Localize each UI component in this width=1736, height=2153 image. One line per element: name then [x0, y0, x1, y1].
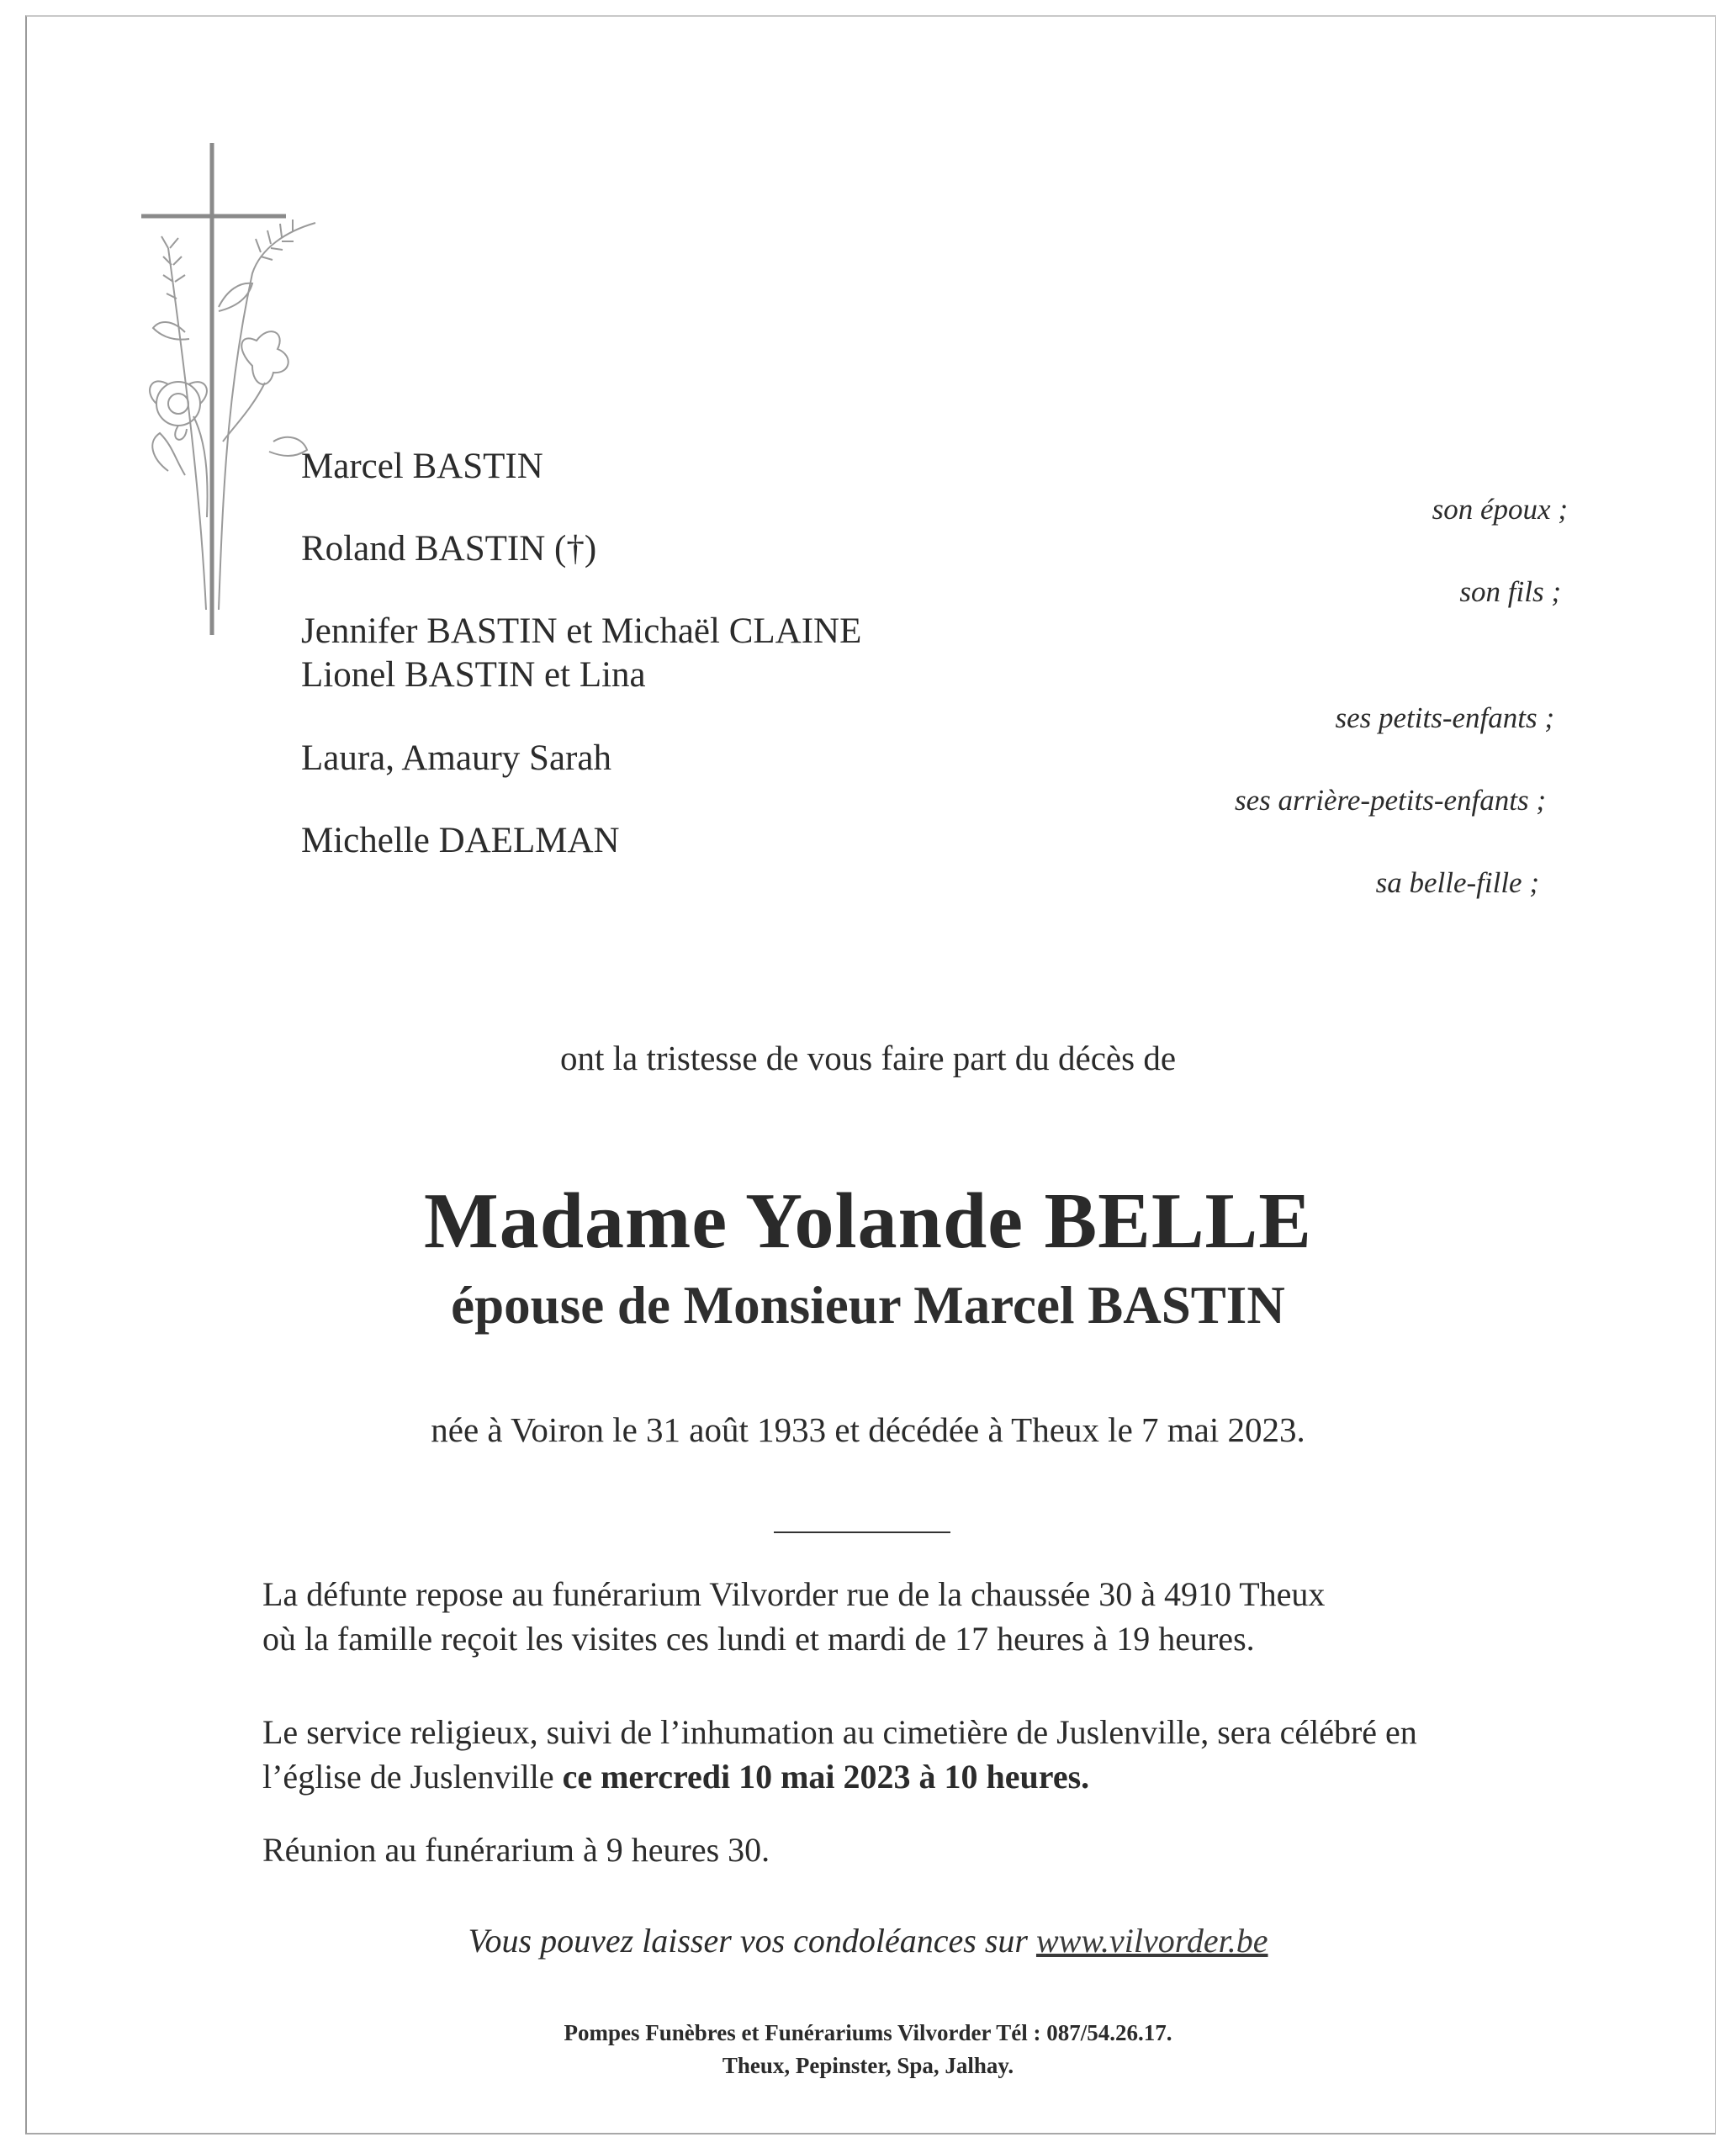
deceased-dates: née à Voiron le 31 août 1933 et décédée à Theux le 7 mai 2023. [431, 1410, 1305, 1449]
footer-locations: Theux, Pepinster, Spa, Jalhay. [722, 2053, 1014, 2078]
family-name: Roland BASTIN (†) [301, 529, 597, 569]
family-name: Jennifer BASTIN et Michaël CLAINE [301, 611, 862, 651]
repose-line: où la famille reçoit les visites ces lundi et mardi de 17 heures à 19 heures. [262, 1620, 1255, 1658]
footer-company: Pompes Funèbres et Funérariums Vilvorder Tél : 087/54.26.17. [564, 2020, 1172, 2045]
family-name: Marcel BASTIN [301, 447, 543, 486]
repose-line: La défunte repose au funérarium Vilvorder rue de la chaussée 30 à 4910 Theux [262, 1575, 1326, 1613]
family-name: Laura, Amaury Sarah [301, 738, 611, 778]
condolences-link[interactable]: www.vilvorder.be [1035, 1922, 1268, 1960]
family-relation: ses arrière-petits-enfants ; [1234, 784, 1546, 817]
family-relation: sa belle-fille ; [1375, 866, 1539, 899]
service-line: Le service religieux, suivi de l’inhumation au cimetière de Juslenville, sera célébré en [262, 1713, 1417, 1751]
family-name: Lionel BASTIN et Lina [301, 655, 646, 695]
condolences-text [0, 1921, 1736, 1960]
deceased-spouse: épouse de Monsieur Marcel BASTIN [451, 1276, 1285, 1335]
family-relation: son époux ; [1432, 493, 1568, 526]
announcement-text: ont la tristesse de vous faire part du décès de [559, 1039, 1177, 1077]
deceased-name: Madame Yolande BELLE [424, 1177, 1312, 1265]
service-datetime: ce mercredi 10 mai 2023 à 10 heures. [562, 1758, 1090, 1796]
condolences-label: Vous pouvez laisser vos condoléances sur [468, 1922, 1028, 1960]
family-relation: son fils ; [1459, 575, 1561, 608]
service-church: l’église de Juslenville [262, 1758, 554, 1796]
repose-paragraph [262, 1574, 1470, 1614]
separator-rule [774, 1531, 950, 1533]
reunion-text: Réunion au funérarium à 9 heures 30. [262, 1831, 770, 1869]
service-line [262, 1757, 1089, 1796]
family-relation: ses petits-enfants ; [1335, 701, 1554, 734]
family-name: Michelle DAELMAN [301, 821, 620, 860]
